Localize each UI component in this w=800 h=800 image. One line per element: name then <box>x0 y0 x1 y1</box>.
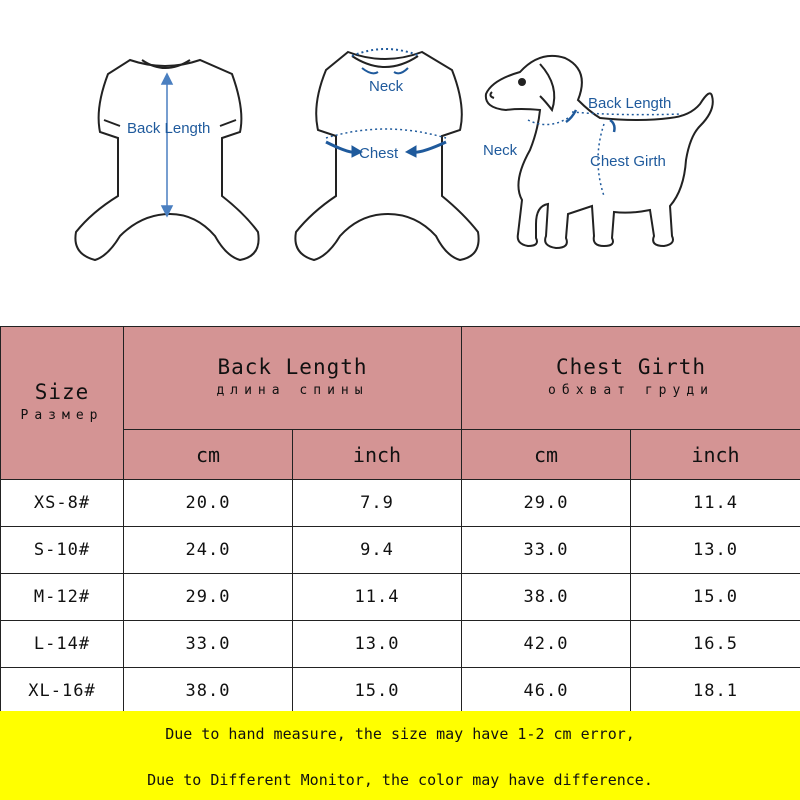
back-inch-cell: 11.4 <box>293 574 462 621</box>
chest-cm-cell: 33.0 <box>462 527 631 574</box>
chest-girth-header-cell <box>462 327 800 430</box>
table-row <box>1 574 800 621</box>
unit-cm-back: cm <box>124 430 293 480</box>
back-cm-cell: 38.0 <box>124 668 293 715</box>
label-dog-back-length: Back Length <box>588 95 672 112</box>
label-chest: Chest <box>359 145 399 162</box>
chest-inch-cell: 15.0 <box>631 574 800 621</box>
chest-inch-cell: 18.1 <box>631 668 800 715</box>
back-cm-cell: 29.0 <box>124 574 293 621</box>
back-inch-cell: 9.4 <box>293 527 462 574</box>
chest-cm-cell: 29.0 <box>462 480 631 527</box>
label-back-length: Back Length <box>127 120 211 137</box>
table-row <box>1 527 800 574</box>
chest-inch-cell: 11.4 <box>631 480 800 527</box>
chest-cm-cell: 46.0 <box>462 668 631 715</box>
unit-cm-chest: cm <box>462 430 631 480</box>
back-length-header-ru: длина спины <box>216 383 369 398</box>
notice-banner <box>0 711 800 800</box>
back-cm-cell: 33.0 <box>124 621 293 668</box>
chest-girth-header-ru: обхват груди <box>548 383 714 398</box>
label-dog-neck: Neck <box>483 142 518 159</box>
chest-cm-cell: 38.0 <box>462 574 631 621</box>
size-chart-table <box>0 326 800 715</box>
table-row <box>1 668 800 715</box>
size-cell: S-10# <box>1 527 124 574</box>
size-cell: XS-8# <box>1 480 124 527</box>
table-row <box>1 621 800 668</box>
chest-girth-header: Chest Girth <box>555 355 707 379</box>
size-header-ru: Размер <box>20 408 104 423</box>
back-inch-cell: 15.0 <box>293 668 462 715</box>
chest-inch-cell: 16.5 <box>631 621 800 668</box>
notice-line-2: Due to Different Monitor, the color may have difference. <box>147 771 653 789</box>
back-cm-cell: 20.0 <box>124 480 293 527</box>
size-cell: L-14# <box>1 621 124 668</box>
back-cm-cell: 24.0 <box>124 527 293 574</box>
chest-inch-cell: 13.0 <box>631 527 800 574</box>
size-header: Size <box>34 380 90 404</box>
measurement-illustration <box>0 0 800 300</box>
size-cell: XL-16# <box>1 668 124 715</box>
size-header-cell <box>1 327 124 480</box>
chest-cm-cell: 42.0 <box>462 621 631 668</box>
header-row <box>1 327 800 430</box>
back-inch-cell: 13.0 <box>293 621 462 668</box>
back-length-header-cell <box>124 327 462 430</box>
unit-inch-back: inch <box>293 430 462 480</box>
dog-illustration <box>486 56 713 248</box>
label-dog-chest-girth: Chest Girth <box>590 153 666 170</box>
unit-inch-chest: inch <box>631 430 800 480</box>
back-length-header: Back Length <box>217 355 368 379</box>
table-row <box>1 480 800 527</box>
size-cell: M-12# <box>1 574 124 621</box>
label-neck: Neck <box>369 78 404 95</box>
back-inch-cell: 7.9 <box>293 480 462 527</box>
notice-line-1: Due to hand measure, the size may have 1-2 cm error, <box>165 725 635 743</box>
